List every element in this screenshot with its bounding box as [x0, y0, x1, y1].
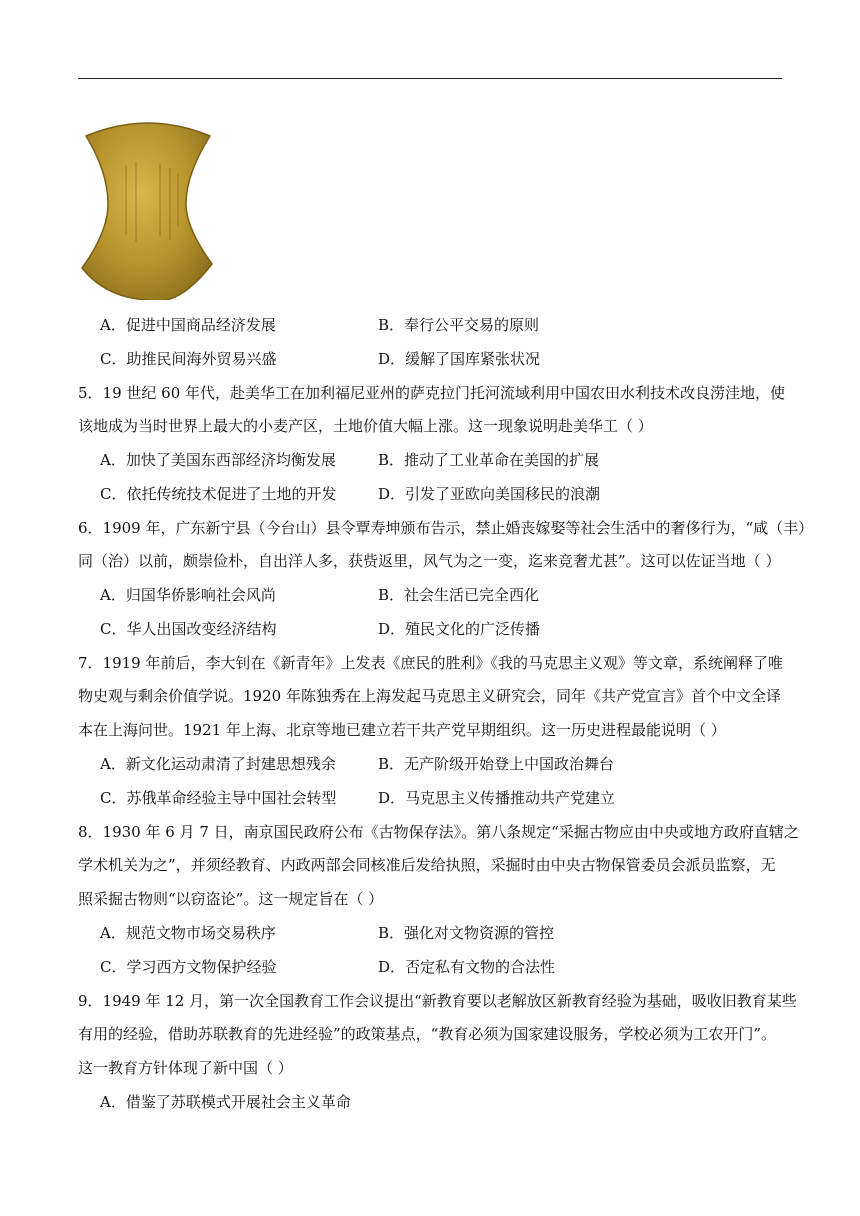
q8-option-c: C．学习西方文物保护经验: [100, 958, 277, 976]
q6-stem-line-2: 同（治）以前，颇崇俭朴，自出洋人多，获赀返里，风气为之一变，迄来竞奢尤甚”。这可以佐证当地（ ）: [78, 552, 781, 570]
q7-option-a: A．新文化运动肃清了封建思想残余: [100, 755, 336, 773]
q4-option-c: C．助推民间海外贸易兴盛: [100, 350, 277, 368]
q7-stem-line-3: 本在上海问世。1921 年上海、北京等地已建立若干共产党早期组织。这一历史进程最能说明（ ）: [78, 721, 726, 739]
q7-stem-line-2: 物史观与剩余价值学说。1920 年陈独秀在上海发起马克思主义研究会，同年《共产党宣言》首个中文全译: [78, 687, 781, 705]
q9-stem-line-2: 有用的经验，借助苏联教育的先进经验”的政策基点，“教育必须为国家建设服务，学校必须为工农开门”。: [78, 1025, 777, 1043]
q8-option-a: A．规范文物市场交易秩序: [100, 924, 276, 942]
q6-option-b: B．社会生活已完全西化: [378, 586, 540, 604]
q7-stem-line-1: 7．1919 年前后，李大钊在《新青年》上发表《庶民的胜利》《我的马克思主义观》等文章，系统阐释了唯: [78, 654, 783, 672]
q8-stem-line-1: 8．1930 年 6 月 7 日，南京国民政府公布《古物保存法》。第八条规定“采掘古物应由中央或地方政府直辖之: [78, 823, 799, 841]
q5-option-c: C．依托传统技术促进了土地的开发: [100, 485, 337, 503]
q4-option-d: D．缓解了国库紧张状况: [378, 350, 541, 368]
q9-stem-line-3: 这一教育方针体现了新中国（ ）: [78, 1059, 293, 1077]
q8-stem-line-3: 照采掘古物则“以窃盗论”。这一规定旨在（ ）: [78, 890, 384, 908]
q6-option-d: D．殖民文化的广泛传播: [378, 620, 541, 638]
q5-stem-line-1: 5．19 世纪 60 年代，赴美华工在加利福尼亚州的萨克拉门托河流域利用中国农田水利技术改良涝洼地，使: [78, 384, 786, 402]
q6-stem-line-1: 6．1909 年，广东新宁县（今台山）县令覃寿坤颁布告示，禁止婚丧嫁娶等社会生活中的奢侈行为，“咸（丰）: [78, 519, 814, 537]
q4-option-b: B．奉行公平交易的原则: [378, 316, 540, 334]
header-rule: [78, 78, 782, 79]
q8-option-b: B．强化对文物资源的管控: [378, 924, 555, 942]
q6-option-a: A．归国华侨影响社会风尚: [100, 586, 276, 604]
q7-option-d: D．马克思主义传播推动共产党建立: [378, 789, 616, 807]
q7-option-b: B．无产阶级开始登上中国政治舞台: [378, 755, 615, 773]
q4-option-a: A．促进中国商品经济发展: [100, 316, 276, 334]
q8-option-d: D．否定私有文物的合法性: [378, 958, 556, 976]
q5-option-a: A．加快了美国东西部经济均衡发展: [100, 451, 336, 469]
q6-option-c: C．华人出国改变经济结构: [100, 620, 277, 638]
q8-stem-line-2: 学术机关为之”，并须经教育、内政两部会同核准后发给执照，采掘时由中央古物保管委员会派员监察，无: [78, 856, 776, 874]
q5-option-d: D．引发了亚欧向美国移民的浪潮: [378, 485, 601, 503]
q5-stem-line-2: 该地成为当时世界上最大的小麦产区，土地价值大幅上涨。这一现象说明赴美华工（ ）: [78, 417, 653, 435]
q5-option-b: B．推动了工业革命在美国的扩展: [378, 451, 600, 469]
q9-stem-line-1: 9．1949 年 12 月，第一次全国教育工作会议提出“新教育要以老解放区新教育经验为基础，吸收旧教育某些: [78, 992, 797, 1010]
gold-coin-image: [78, 116, 218, 300]
q7-option-c: C．苏俄革命经验主导中国社会转型: [100, 789, 337, 807]
q9-option-a: A．借鉴了苏联模式开展社会主义革命: [100, 1093, 351, 1111]
